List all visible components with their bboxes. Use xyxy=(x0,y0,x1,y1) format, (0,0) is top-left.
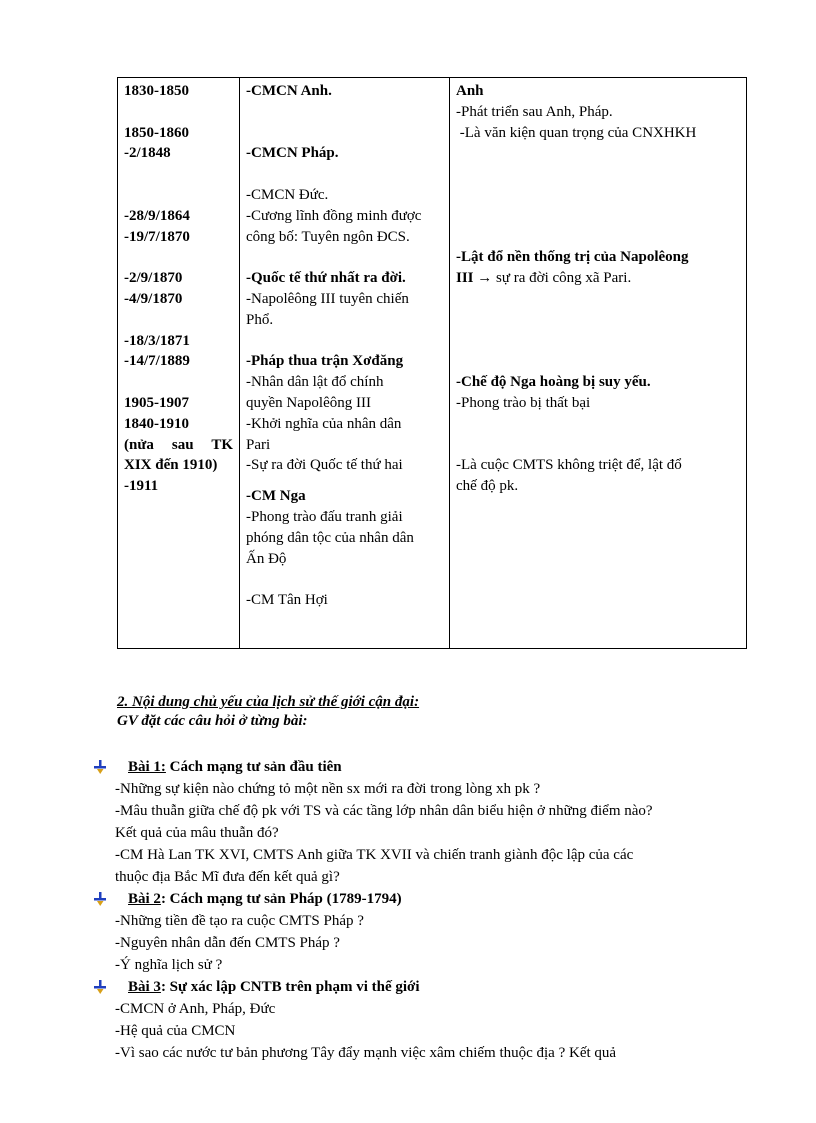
event-entry: -Nhân dân lật đổ chính xyxy=(246,374,384,391)
date-entry: XIX đến 1910) xyxy=(124,457,218,474)
timeline-table xyxy=(117,77,747,649)
date-entry: -14/7/1889 xyxy=(124,353,190,370)
note-entry xyxy=(456,268,740,289)
event-entry: -CM Nga xyxy=(246,488,306,505)
event-entry: -Pháp thua trận Xơđăng xyxy=(246,353,404,370)
notes-column xyxy=(450,78,747,649)
date-entry: 1850-1860 xyxy=(124,124,189,141)
event-entry: -Cương lĩnh đồng minh được xyxy=(246,207,422,224)
event-entry: công bố: Tuyên ngôn ĐCS. xyxy=(246,228,410,245)
note-entry: -Là văn kiện quan trọng của CNXHKH xyxy=(456,124,697,141)
note-fragment: III xyxy=(456,270,474,287)
lesson-label: Bài 2 xyxy=(128,891,161,907)
lesson-list xyxy=(92,756,752,1064)
list-item: -CMCN ở Anh, Pháp, Đức xyxy=(115,1001,276,1017)
event-entry: -CMCN Anh. xyxy=(246,83,332,99)
section-heading: 2. Nội dung chủ yếu của lịch sử thế giới cận đại: xyxy=(117,694,420,710)
lesson-title xyxy=(128,756,342,778)
lesson-title xyxy=(128,976,420,998)
note-entry: chế độ pk. xyxy=(456,478,519,495)
section-subheading: GV đặt các câu hỏi ở từng bài: xyxy=(117,713,308,729)
events-column xyxy=(240,78,450,649)
event-entry: -Sự ra đời Quốc tế thứ hai xyxy=(246,457,403,474)
date-entry: -4/9/1870 xyxy=(124,290,183,307)
list-item: -Vì sao các nước tư bản phương Tây đẩy mạnh việc xâm chiếm thuộc địa ? Kết quả xyxy=(115,1045,617,1061)
list-item: -Nguyên nhân dẫn đến CMTS Pháp ? xyxy=(115,935,340,951)
event-entry: Phổ. xyxy=(246,311,274,328)
date-entry: -18/3/1871 xyxy=(124,332,190,349)
note-entry: Anh xyxy=(456,83,484,99)
event-entry: phóng dân tộc của nhân dân xyxy=(246,529,414,546)
note-entry: -Là cuộc CMTS không triệt để, lật đổ xyxy=(456,457,682,474)
pin-arrow-icon xyxy=(92,979,108,995)
arrow-right-icon: → xyxy=(477,270,493,287)
lesson-label: Bài 3 xyxy=(128,979,161,995)
list-item: -CM Hà Lan TK XVI, CMTS Anh giữa TK XVII và chiến tranh giành độc lập của các xyxy=(115,847,634,863)
event-entry: -CMCN Đức. xyxy=(246,186,329,203)
section-header xyxy=(117,693,757,731)
lesson-title-text: : Sự xác lập CNTB trên phạm vi thế giới xyxy=(160,979,420,995)
date-entry: -2/1848 xyxy=(124,145,171,162)
dates-column xyxy=(118,78,240,649)
date-entry: 1840-1910 xyxy=(124,415,189,432)
event-entry: -CM Tân Hợi xyxy=(246,592,328,609)
note-entry: -Chế độ Nga hoàng bị suy yếu. xyxy=(456,374,651,391)
date-entry: 1830-1850 xyxy=(124,83,189,99)
event-entry: Ấn Độ xyxy=(246,550,287,567)
list-item: -Những sự kiện nào chứng tỏ một nền sx mới ra đời trong lòng xh pk ? xyxy=(115,781,541,797)
event-entry: Pari xyxy=(246,436,271,453)
lesson-label: Bài 1: xyxy=(128,759,166,775)
lesson-title-text: : Cách mạng tư sản Pháp (1789-1794) xyxy=(160,891,402,907)
date-entry: -1911 xyxy=(124,478,159,495)
lesson-heading xyxy=(92,756,752,778)
event-entry: -CMCN Pháp. xyxy=(246,145,339,162)
list-item: thuộc địa Bắc Mĩ đưa đến kết quả gì? xyxy=(115,869,340,885)
lesson-title-text: Cách mạng tư sản đầu tiên xyxy=(165,759,342,775)
note-entry: -Phong trào bị thất bại xyxy=(456,394,591,411)
event-entry: -Napolêông III tuyên chiến xyxy=(246,290,409,307)
note-entry: -Phát triển sau Anh, Pháp. xyxy=(456,103,613,120)
list-item: -Ý nghĩa lịch sử ? xyxy=(115,957,223,973)
date-entry: -2/9/1870 xyxy=(124,270,183,287)
event-entry: -Phong trào đấu tranh giải xyxy=(246,508,403,525)
lesson-heading xyxy=(92,888,752,910)
date-entry: -19/7/1870 xyxy=(124,228,190,245)
event-entry: -Quốc tế thứ nhất ra đời. xyxy=(246,270,406,287)
date-entry: (nửa sau TK xyxy=(124,436,233,453)
list-item: -Mâu thuẫn giữa chế độ pk với TS và các tầng lớp nhân dân biểu hiện ở những điểm nào? xyxy=(115,803,653,819)
table-row xyxy=(118,78,747,649)
list-item: -Hệ quả của CMCN xyxy=(115,1023,236,1039)
lesson-heading xyxy=(92,976,752,998)
lesson-title xyxy=(128,888,402,910)
pin-arrow-icon xyxy=(92,891,108,907)
list-item: -Những tiền đề tạo ra cuộc CMTS Pháp ? xyxy=(115,913,364,929)
date-entry: -28/9/1864 xyxy=(124,207,190,224)
date-entry: 1905-1907 xyxy=(124,394,189,411)
list-item: Kết quả của mâu thuẫn đó? xyxy=(115,825,279,841)
pin-arrow-icon xyxy=(92,759,108,775)
note-entry: -Lật đổ nền thống trị của Napolêong xyxy=(456,249,689,266)
event-entry: quyền Napolêông III xyxy=(246,394,371,411)
event-entry: -Khởi nghĩa của nhân dân xyxy=(246,415,402,432)
note-fragment: sự ra đời công xã Pari. xyxy=(492,270,632,287)
